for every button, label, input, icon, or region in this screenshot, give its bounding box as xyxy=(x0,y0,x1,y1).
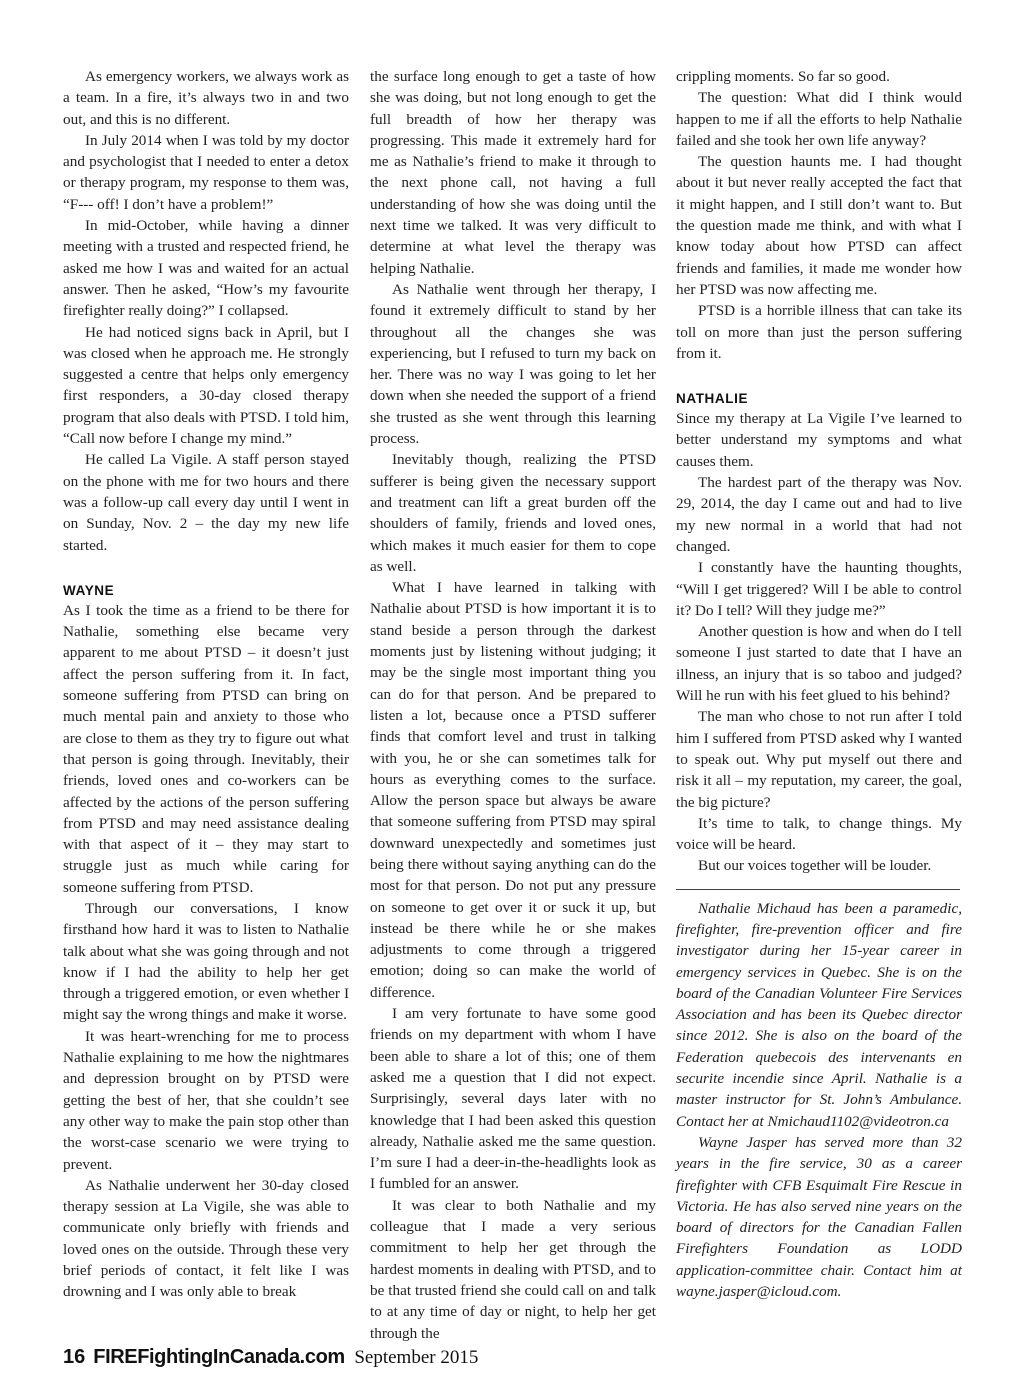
paragraph: I constantly have the haunting thoughts, “Will I get triggered? Will I be able to control it? Do I tell? Will they judge me?” xyxy=(676,559,962,619)
paragraph: As emergency workers, we always work as a team. In a fire, it’s always two in and two out, and this is no different. xyxy=(63,68,349,128)
site-name: FIREFightingInCanada.com xyxy=(93,1346,345,1368)
paragraph: the surface long enough to get a taste of how she was doing, but not long enough to get the full breadth of how her therapy was progressing. This made it extremely hard for me as Nathalie’s friend to make it through to the next phone call, not having a full understanding of how she was doing until the next time we talked. It was very difficult to determine at what level the therapy was helping Nathalie. xyxy=(370,68,656,277)
paragraph: The hardest part of the therapy was Nov. 29, 2014, the day I came out and had to live my new normal in a world that had not changed. xyxy=(676,474,962,555)
paragraph: The question: What did I think would happen to me if all the efforts to help Nathalie failed and she took her own life anyway? xyxy=(676,89,962,149)
paragraph: In mid-October, while having a dinner meeting with a trusted and respected friend, he asked me how I was and waited for an actual answer. Then he asked, “How’s my favourite firefighter really doing?” I collapsed. xyxy=(63,217,349,320)
paragraph: What I have learned in talking with Nathalie about PTSD is how important it is to stand beside a person through the darkest moments just by listening without judging; it may be the single most important thing you can do for that person. And be prepared to listen a lot, because once a PTSD sufferer finds that comfort level and trust in talking with you, he or she can sometimes talk for hours as everything comes to the surface. Allow the person space but always be aware that someone suffering from PTSD may spiral downward unexpectedly and sometimes just being there without saying anything can do the most for that person. Do not put any pressure on someone to get over it or suck it up, but instead be there while he or she makes adjustments to come through a triggered emotion; doing so can make the world of difference. xyxy=(370,579,656,1001)
paragraph: The man who chose to not run after I told him I suffered from PTSD asked why I wanted to speak out. Why put myself out there and risk it all – my reputation, my career, the goal, the big picture? xyxy=(676,708,962,811)
paragraph: He called La Vigile. A staff person stayed on the phone with me for two hours and there was a follow-up call every day until I went in on Sunday, Nov. 2 – the day my new life started. xyxy=(63,451,349,554)
paragraph: The question haunts me. I had thought about it but never really accepted the fact that it might happen, and I still don’t want to. But the question made me think, and with what I know today about how PTSD can affect friends and families, it made me wonder how her PTSD was now affecting me. xyxy=(676,153,962,298)
paragraph: But our voices together will be louder. xyxy=(698,857,932,875)
paragraph: It was heart-wrenching for me to process Nathalie explaining to me how the nightmares and depression brought on by PTSD were getting the best of her, that she couldn’t see any other way to make the pain stop other than the worst-case scenario we were trying to prevent. xyxy=(63,1027,349,1173)
section-heading-nathalie: NATHALIE xyxy=(676,391,749,407)
paragraph: Inevitably though, realizing the PTSD sufferer is being given the necessary support and treatment can lift a great burden off the shoulders of family, friends and loved ones, which makes it much easier for them to cope as well. xyxy=(370,451,656,575)
page-number: 16 xyxy=(63,1346,86,1368)
column-left xyxy=(63,66,349,1303)
paragraph: Through our conversations, I know firsthand how hard it was to listen to Nathalie talk about what she was going through and not know if I had the ability to help her get through a triggered emotion, or even whether I might say the wrong things and make it worse. xyxy=(63,899,349,1024)
column-right xyxy=(676,66,962,1302)
paragraph: crippling moments. So far so good. xyxy=(676,68,890,85)
section-heading-wayne: WAYNE xyxy=(63,582,115,598)
paragraph: I am very fortunate to have some good friends on my department with whom I have been able to share a lot of this; one of them asked me a question that I did not expect. Surprisingly, several days later with no knowledge that I had been asked this question already, Nathalie asked me the same question. I’m sure I had a deer-in-the-headlights look as I fumbled for an answer. xyxy=(370,1005,656,1193)
paragraph: As Nathalie went through her therapy, I found it extremely difficult to stand by her throughout all the changes she was experiencing, but I refused to turn my back on her. There was no way I was going to let her down when she needed the support of a friend she trusted as she went through this learning process. xyxy=(370,280,656,448)
paragraph: PTSD is a horrible illness that can take its toll on more than just the person suffering from it. xyxy=(676,302,962,362)
column-middle xyxy=(370,66,656,1344)
paragraph: In July 2014 when I was told by my doctor and psychologist that I needed to enter a detox or therapy program, my response to them was, “F--- off! I don’t have a problem!” xyxy=(63,131,349,213)
paragraph: As I took the time as a friend to be there for Nathalie, something else became very apparent to me about PTSD – it doesn’t just affect the person suffering from it. In fact, someone suffering from PTSD can bring on much mental pain and anxiety to those who are close to them as they try to figure out what that person is going through. Inevitably, their friends, loved ones and co-workers can be affected by the actions of the person suffering from PTSD and may need assistance dealing with that aspect of it – they may start to struggle just as much while caring for someone suffering from PTSD. xyxy=(63,601,349,896)
paragraph: It’s time to talk, to change things. My voice will be heard. xyxy=(676,814,962,854)
author-bio-wayne: Wayne Jasper has served more than 32 years in the fire service, 30 as a career firefighter with CFB Esquimalt Fire Rescue in Victoria. He has also served nine years on the board of directors for the Canadian Fallen Firefighters Foundation as LODD application-committee chair. Contact him at wayne.jasper@icloud.com. xyxy=(676,1133,962,1301)
paragraph: As Nathalie underwent her 30-day closed therapy session at La Vigile, she was able to communicate only briefly with friends and loved ones on the outside. Through these very brief periods of contact, it felt like I was drowning and I was only able to break xyxy=(63,1176,349,1301)
author-bio-nathalie: Nathalie Michaud has been a paramedic, firefighter, fire-prevention officer and fire investigator during her 15-year career in emergency services in Quebec. She is on the board of the Canadian Volunteer Fire Services Association and has been its Quebec director since 2012. She is also on the board of the Federation quebecois des intervenants en securite incendie since April. Nathalie is a master instructor for St. John’s Ambulance. Contact her at Nmichaud1102@videotron.ca xyxy=(676,899,962,1130)
paragraph: Another question is how and when do I tell someone I just started to date that I have an illness, an injury that is so taboo and judged? Will he run with his feet glued to his behind? xyxy=(676,623,962,705)
divider xyxy=(676,889,960,890)
issue-date: September 2015 xyxy=(354,1347,479,1368)
paragraph: It was clear to both Nathalie and my colleague that I made a very serious commitment to help her get through the hardest moments in dealing with PTSD, and to be that trusted friend she could call on and talk to at any time of day or night, to help her get through the xyxy=(370,1196,656,1342)
paragraph: Since my therapy at La Vigile I’ve learned to better understand my symptoms and what causes them. xyxy=(676,410,962,470)
page-footer xyxy=(63,1346,478,1369)
paragraph: He had noticed signs back in April, but I was closed when he approach me. He strongly suggested a centre that helps only emergency first responders, a 30-day closed therapy program that also deals with PTSD. I told him, “Call now before I change my mind.” xyxy=(63,323,349,448)
